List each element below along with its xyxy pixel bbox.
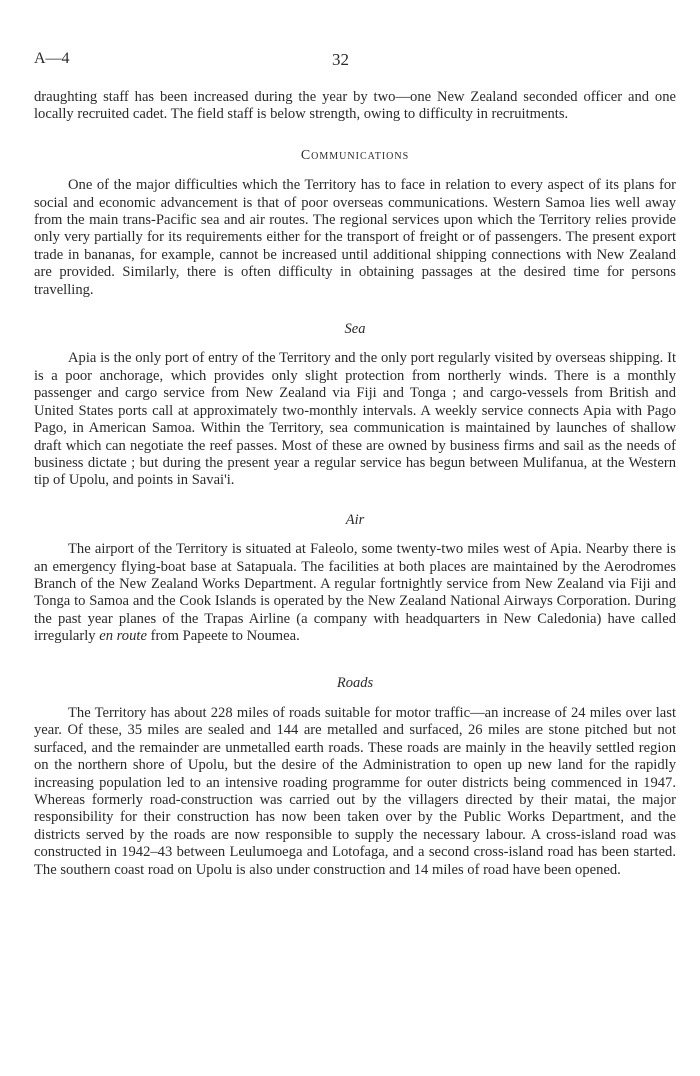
communications-paragraph: One of the major difficulties which the Territory has to face in relation to every aspect of its plans for social and economic advancement is that of poor overseas communications. Western Samoa lies well away from the main trans-Pacific sea and air routes. The regional services upon which the Territory relies provide only very partially for its requirements either for the transport of freight or of passengers. The present export trade in bananas, for example, cannot be increased until additional shipping connections with New Zealand are provided. Similarly, there is often difficulty in obtaining passages at the desired time for persons travelling. xyxy=(34,177,676,298)
sea-paragraph: Apia is the only port of entry of the Territory and the only port regularly visited by overseas shipping. It is a poor anchorage, which provides only slight protection from northerly winds. There is a monthly passenger and cargo service from New Zealand via Fiji and Tonga ; and cargo-vessels from British and United States ports call at approximately two-monthly intervals. A weekly service connects Apia with Pago Pago, in American Samoa. Within the Territory, sea communication is maintained by launches of shallow draft which can negotiate the reef passes. Most of these are owned by business firms and sail as the needs of business dictate ; but during the present year a regular service has begun between Mulifanua, at the Western tip of Upolu, and points in Savai'i. xyxy=(34,350,676,489)
air-paragraph-text-end: from Papeete to Noumea. xyxy=(146,628,300,645)
air-paragraph-text-start: The airport of the Territory is situated at Faleolo, some twenty-two miles west of Apia. Nearby there is an emergency flying-boat base at Satapuala. The facilities at both places are maintained by the Aerodromes Branch of the New Zealand Works Department. A regular fortnightly service from New Zealand via Fiji and Tonga to Samoa and the Cook Islands is operated by the New Zealand National Airways Corporation. During the past year planes of the Trapas Airline (a company with headquarters in New Caledonia) have called irregularly xyxy=(34,541,676,645)
air-paragraph xyxy=(34,541,676,645)
air-en-route-phrase: en route xyxy=(99,628,147,645)
air-heading: Air xyxy=(345,511,365,528)
intro-paragraph: draughting staff has been increased during the year by two—one New Zealand seconded officer and one locally recruited cadet. The field staff is below strength, owing to difficulty in recruitments. xyxy=(34,89,676,123)
document-reference: A—4 xyxy=(34,50,70,67)
page-number: 32 xyxy=(332,50,349,69)
page-header xyxy=(34,50,674,72)
communications-heading: Communications xyxy=(300,147,410,163)
roads-paragraph: The Territory has about 228 miles of roads suitable for motor traffic—an increase of 24 miles over last year. Of these, 35 miles are sealed and 144 are metalled and surfaced, 26 miles are stone pitched but not surfaced, and the remainder are unmetalled earth roads. These roads are mainly in the heavily settled region on the northern shore of Upolu, but the desire of the Administration to open up new land for the rapidly increasing population led to an intensive roading programme for outer districts being commenced in 1947. Whereas formerly road-construction was carried out by the villagers directed by their matai, the major responsibility for their construction has now been taken over by the Public Works Department, and the districts served by the roads are now responsible to supply the necessary labour. A cross-island road was constructed in 1942–43 between Leulumoega and Lotofaga, and a second cross-island road has been started. The southern coast road on Upolu is also under construction and 14 miles of road have been opened. xyxy=(34,704,676,878)
roads-heading: Roads xyxy=(336,674,374,691)
sea-heading: Sea xyxy=(344,321,366,338)
page-body xyxy=(34,89,676,879)
